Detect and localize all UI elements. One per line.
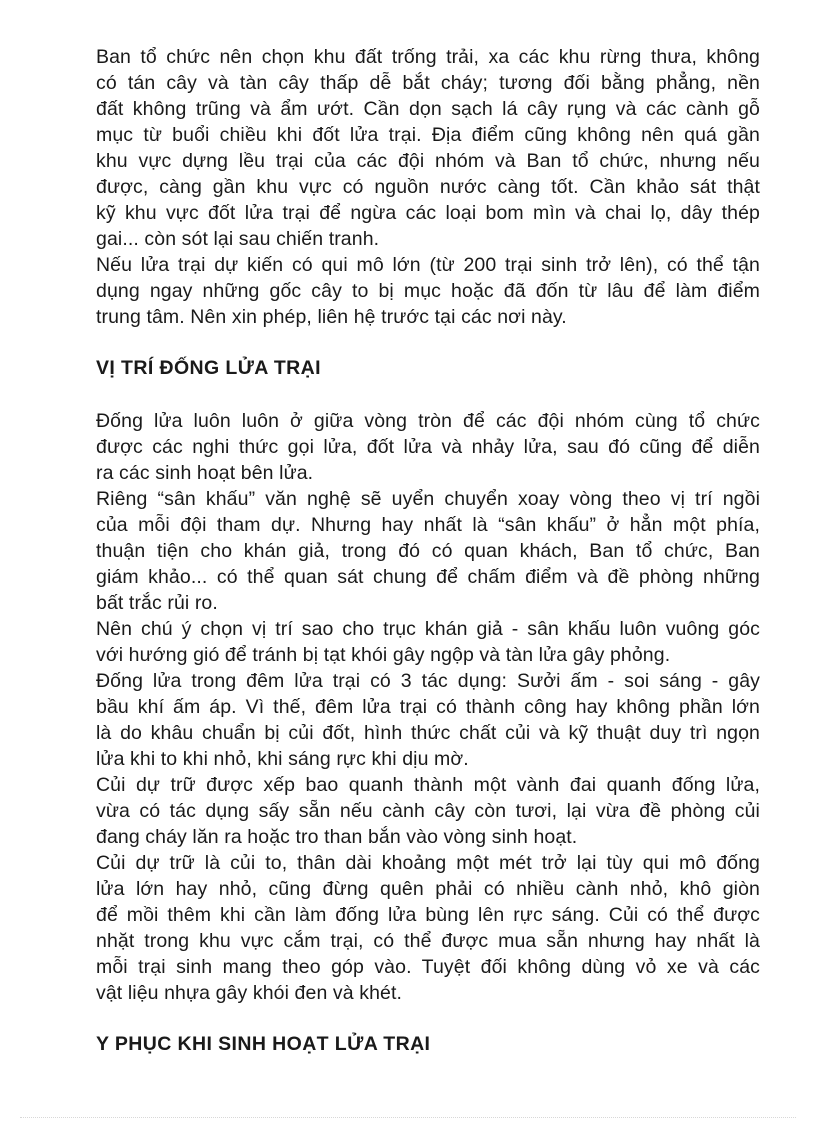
text-line: bất trắc rủi ro. — [96, 592, 218, 614]
text-line: thuận tiện cho khán giả, trong đó có quan khách, Ban tổ chức, Ban — [96, 540, 760, 562]
text-line: Ban tổ chức nên chọn khu đất trống trải, xa các khu rừng thưa, không — [96, 46, 760, 68]
text-line: Củi dự trữ là củi to, thân dài khoảng một mét trở lại tùy qui mô đống — [96, 852, 760, 874]
text-line: gai... còn sót lại sau chiến tranh. — [96, 228, 380, 250]
text-line: mục từ buổi chiều khi đốt lửa trại. Địa điểm cũng không nên quá gần — [96, 124, 760, 146]
page-bottom-rule — [20, 1117, 796, 1118]
text-line: Nếu lửa trại dự kiến có qui mô lớn (từ 200 trại sinh trở lên), có thể tận — [96, 254, 760, 276]
text-line: kỹ khu vực đốt lửa trại để ngừa các loại bom mìn và chai lọ, dây thép — [96, 202, 760, 224]
text-line: khu vực dựng lều trại của các đội nhóm và Ban tổ chức, nhưng nếu — [96, 150, 760, 172]
text-line: để mồi thêm khi cần làm đống lửa bùng lên rực sáng. Củi có thể được — [96, 904, 760, 926]
text-line: với hướng gió để tránh bị tạt khói gây ngộp và tàn lửa gây phỏng. — [96, 644, 671, 666]
text-line: nhặt trong khu vực cắm trại, có thể được mua sẵn nhưng hay nhất là — [96, 930, 760, 952]
text-line: vừa có tác dụng sấy sẵn nếu cành cây còn tươi, lại vừa đề phòng củi — [96, 800, 760, 822]
section-heading-campfire-attire: Y PHỤC KHI SINH HOẠT LỬA TRẠI — [96, 1033, 431, 1055]
fire-position-section — [96, 408, 760, 1006]
text-line: bầu khí ấm áp. Vì thế, đêm lửa trại có thành công hay không phần lớn — [96, 696, 760, 718]
text-line: lửa lớn hay nhỏ, cũng đừng quên phải có nhiều cành nhỏ, khô giòn — [96, 878, 760, 900]
text-line: trung tâm. Nên xin phép, liên hệ trước tại các nơi này. — [96, 306, 567, 328]
text-line: giám khảo... có thể quan sát chung để chấm điểm và đề phòng những — [96, 566, 760, 588]
text-line: được, càng gần khu vực có nguồn nước càng tốt. Cần khảo sát thật — [96, 176, 760, 198]
text-line: dụng ngay những gốc cây to bị mục hoặc đã đốn từ lâu để làm điểm — [96, 280, 760, 302]
text-line: vật liệu nhựa gây khói đen và khét. — [96, 982, 402, 1004]
text-line: của mỗi đội tham dự. Nhưng hay nhất là “sân khấu” ở hẳn một phía, — [96, 514, 760, 536]
section-heading-fire-position: VỊ TRÍ ĐỐNG LỬA TRẠI — [96, 357, 321, 379]
site-selection-section — [96, 44, 760, 330]
text-line: đất không trũng và ẩm ướt. Cần dọn sạch lá cây rụng và các cành gỗ — [96, 98, 760, 120]
text-line: Đống lửa luôn luôn ở giữa vòng tròn để các đội nhóm cùng tổ chức — [96, 410, 760, 432]
text-line: là do khâu chuẩn bị củi đốt, hình thức chất củi và kỹ thuật duy trì ngọn — [96, 722, 760, 744]
text-line: được các nghi thức gọi lửa, đốt lửa và nhảy lửa, sau đó cũng để diễn — [96, 436, 760, 458]
text-line: ra các sinh hoạt bên lửa. — [96, 462, 314, 484]
document-page — [96, 44, 760, 1057]
text-line: Nên chú ý chọn vị trí sao cho trục khán giả - sân khấu luôn vuông góc — [96, 618, 760, 640]
text-line: đang cháy lăn ra hoặc tro than bắn vào vòng sinh hoạt. — [96, 826, 578, 848]
text-line: mỗi trại sinh mang theo góp vào. Tuyệt đối không dùng vỏ xe và các — [96, 956, 760, 978]
text-line: lửa khi to khi nhỏ, khi sáng rực khi dịu mờ. — [96, 748, 469, 770]
text-line: Riêng “sân khấu” văn nghệ sẽ uyển chuyển xoay vòng theo vị trí ngồi — [96, 488, 760, 510]
text-line: Củi dự trữ được xếp bao quanh thành một vành đai quanh đống lửa, — [96, 774, 760, 796]
text-line: có tán cây và tàn cây thấp dễ bắt cháy; tương đối bằng phẳng, nền — [96, 72, 760, 94]
text-line: Đống lửa trong đêm lửa trại có 3 tác dụng: Sưởi ấm - soi sáng - gây — [96, 670, 760, 692]
